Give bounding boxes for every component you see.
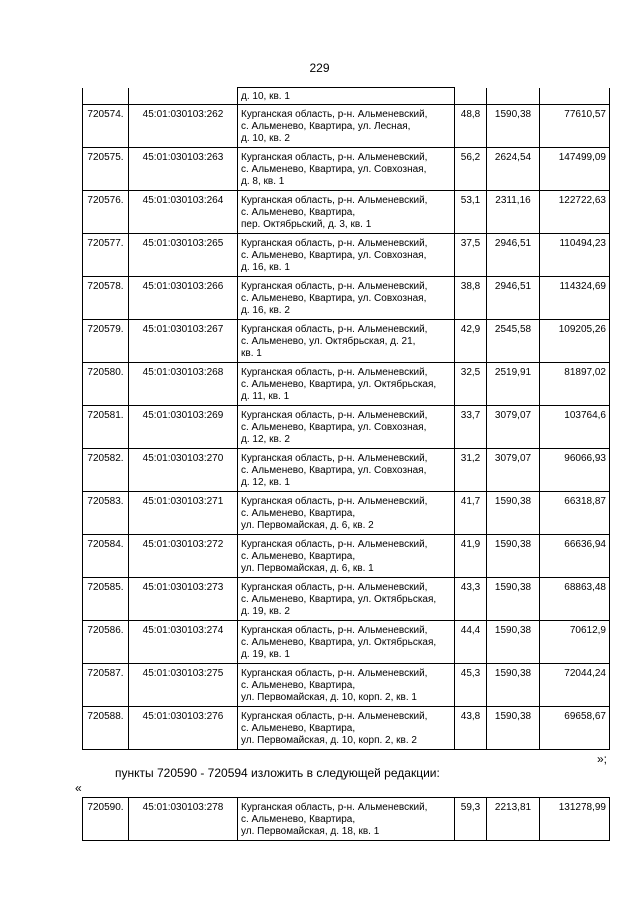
table-row bbox=[83, 191, 610, 234]
cell-cadastral: 45:01:030103:272 bbox=[129, 535, 238, 578]
cell-num: 720588. bbox=[83, 707, 129, 750]
cell-address bbox=[238, 277, 455, 320]
address-line: Курганская область, р-н. Альменевский, bbox=[241, 668, 428, 679]
address-line: с. Альменево, Квартира, bbox=[241, 508, 356, 519]
address-line: с. Альменево, Квартира, ул. Октябрьская, bbox=[241, 594, 437, 605]
cell-address bbox=[238, 535, 455, 578]
cell-num: 720582. bbox=[83, 449, 129, 492]
cell-num: 720590. bbox=[83, 798, 129, 841]
address-line: с. Альменево, Квартира, ул. Октябрьская, bbox=[241, 637, 437, 648]
address-line: Курганская область, р-н. Альменевский, bbox=[241, 582, 428, 593]
cell-price: 1590,38 bbox=[487, 492, 540, 535]
cell-total: 70612,9 bbox=[540, 621, 610, 664]
cell-area: 41,7 bbox=[455, 492, 487, 535]
cell-num: 720587. bbox=[83, 664, 129, 707]
cell-area: 43,3 bbox=[455, 578, 487, 621]
address-line: с. Альменево, Квартира, ул. Совхозная, bbox=[241, 164, 427, 175]
cell-cadastral bbox=[129, 88, 238, 105]
cell-address bbox=[238, 320, 455, 363]
cell-area: 44,4 bbox=[455, 621, 487, 664]
amendment-instruction: пункты 720590 - 720594 изложить в следующей редакции: bbox=[115, 766, 440, 780]
cell-total: 114324,69 bbox=[540, 277, 610, 320]
cell-price: 1590,38 bbox=[487, 707, 540, 750]
cell-total: 109205,26 bbox=[540, 320, 610, 363]
cell-area: 42,9 bbox=[455, 320, 487, 363]
cell-address bbox=[238, 621, 455, 664]
cell-address bbox=[238, 578, 455, 621]
cell-total: 122722,63 bbox=[540, 191, 610, 234]
table-row bbox=[83, 234, 610, 277]
cell-total: 81897,02 bbox=[540, 363, 610, 406]
address-line: Курганская область, р-н. Альменевский, bbox=[241, 410, 428, 421]
cell-price: 2946,51 bbox=[487, 277, 540, 320]
cell-num: 720576. bbox=[83, 191, 129, 234]
continuation-row bbox=[83, 88, 610, 105]
cell-price: 1590,38 bbox=[487, 578, 540, 621]
table-row bbox=[83, 277, 610, 320]
cell-price: 1590,38 bbox=[487, 105, 540, 148]
address-line: ул. Первомайская, д. 10, корп. 2, кв. 1 bbox=[241, 692, 417, 703]
address-line: Курганская область, р-н. Альменевский, bbox=[241, 496, 428, 507]
address-line: с. Альменево, Квартира, ул. Лесная, bbox=[241, 121, 411, 132]
cell-address bbox=[238, 664, 455, 707]
cell-area: 33,7 bbox=[455, 406, 487, 449]
cell-num: 720584. bbox=[83, 535, 129, 578]
address-line: с. Альменево, Квартира, bbox=[241, 680, 356, 691]
cell-area bbox=[455, 88, 487, 105]
address-line: д. 19, кв. 2 bbox=[241, 606, 290, 617]
cell-address bbox=[238, 234, 455, 277]
cell-price: 2545,58 bbox=[487, 320, 540, 363]
cell-price bbox=[487, 88, 540, 105]
cell-cadastral: 45:01:030103:275 bbox=[129, 664, 238, 707]
cell-cadastral: 45:01:030103:271 bbox=[129, 492, 238, 535]
address-line: с. Альменево, Квартира, bbox=[241, 551, 356, 562]
cell-area: 37,5 bbox=[455, 234, 487, 277]
cell-address bbox=[238, 105, 455, 148]
page-number: 229 bbox=[309, 61, 330, 75]
cell-num bbox=[83, 88, 129, 105]
cell-num: 720575. bbox=[83, 148, 129, 191]
cell-price: 1590,38 bbox=[487, 535, 540, 578]
address-line: Курганская область, р-н. Альменевский, bbox=[241, 453, 428, 464]
cell-cadastral: 45:01:030103:268 bbox=[129, 363, 238, 406]
cell-price: 2519,91 bbox=[487, 363, 540, 406]
address-line: д. 16, кв. 2 bbox=[241, 305, 290, 316]
cell-num: 720580. bbox=[83, 363, 129, 406]
opening-quote: « bbox=[75, 781, 82, 795]
cell-address bbox=[238, 449, 455, 492]
table-row bbox=[83, 798, 610, 841]
amended-register-table bbox=[82, 797, 610, 841]
cell-total: 77610,57 bbox=[540, 105, 610, 148]
address-line: Курганская область, р-н. Альменевский, bbox=[241, 109, 428, 120]
cell-cadastral: 45:01:030103:276 bbox=[129, 707, 238, 750]
cell-price: 1590,38 bbox=[487, 664, 540, 707]
cell-num: 720574. bbox=[83, 105, 129, 148]
address-line: д. 19, кв. 1 bbox=[241, 649, 290, 660]
cell-price: 2624,54 bbox=[487, 148, 540, 191]
cell-area: 31,2 bbox=[455, 449, 487, 492]
cell-address bbox=[238, 148, 455, 191]
cell-num: 720583. bbox=[83, 492, 129, 535]
cell-total: 131278,99 bbox=[540, 798, 610, 841]
cell-num: 720579. bbox=[83, 320, 129, 363]
address-line: Курганская область, р-н. Альменевский, bbox=[241, 539, 428, 550]
cell-price: 2311,16 bbox=[487, 191, 540, 234]
cell-cadastral: 45:01:030103:273 bbox=[129, 578, 238, 621]
cell-address bbox=[238, 798, 455, 841]
address-line: с. Альменево, Квартира, bbox=[241, 814, 356, 825]
cell-num: 720586. bbox=[83, 621, 129, 664]
address-line: пер. Октябрьский, д. 3, кв. 1 bbox=[241, 219, 372, 230]
address-line: с. Альменево, ул. Октябрьская, д. 21, bbox=[241, 336, 416, 347]
table-row bbox=[83, 578, 610, 621]
cell-total: 96066,93 bbox=[540, 449, 610, 492]
table-row bbox=[83, 707, 610, 750]
cell-num: 720585. bbox=[83, 578, 129, 621]
cell-num: 720577. bbox=[83, 234, 129, 277]
cell-num: 720581. bbox=[83, 406, 129, 449]
cell-num: 720578. bbox=[83, 277, 129, 320]
cell-cadastral: 45:01:030103:263 bbox=[129, 148, 238, 191]
address-line: д. 12, кв. 2 bbox=[241, 434, 290, 445]
cell-address bbox=[238, 363, 455, 406]
cell-cadastral: 45:01:030103:264 bbox=[129, 191, 238, 234]
table-row bbox=[83, 320, 610, 363]
register-table bbox=[82, 87, 610, 750]
address-line: д. 8, кв. 1 bbox=[241, 176, 285, 187]
address-line: с. Альменево, Квартира, ул. Совхозная, bbox=[241, 465, 427, 476]
cell-price: 2213,81 bbox=[487, 798, 540, 841]
table-row bbox=[83, 621, 610, 664]
cell-total: 66636,94 bbox=[540, 535, 610, 578]
address-line: Курганская область, р-н. Альменевский, bbox=[241, 711, 428, 722]
cell-cadastral: 45:01:030103:266 bbox=[129, 277, 238, 320]
address-line: с. Альменево, Квартира, ул. Совхозная, bbox=[241, 422, 427, 433]
address-line: д. 10, кв. 2 bbox=[241, 133, 290, 144]
address-line: д. 11, кв. 1 bbox=[241, 391, 290, 402]
table-row bbox=[83, 664, 610, 707]
cell-price: 1590,38 bbox=[487, 621, 540, 664]
cell-total: 110494,23 bbox=[540, 234, 610, 277]
cell-address bbox=[238, 406, 455, 449]
cell-cadastral: 45:01:030103:269 bbox=[129, 406, 238, 449]
cell-address bbox=[238, 707, 455, 750]
address-line: д. 12, кв. 1 bbox=[241, 477, 290, 488]
address-line: ул. Первомайская, д. 6, кв. 2 bbox=[241, 520, 374, 531]
closing-quote: »; bbox=[597, 752, 608, 766]
cell-total: 72044,24 bbox=[540, 664, 610, 707]
cell-total: 68863,48 bbox=[540, 578, 610, 621]
address-line: ул. Первомайская, д. 6, кв. 1 bbox=[241, 563, 374, 574]
address-line: Курганская область, р-н. Альменевский, bbox=[241, 152, 428, 163]
cell-total: 103764,6 bbox=[540, 406, 610, 449]
cell-area: 43,8 bbox=[455, 707, 487, 750]
table-row bbox=[83, 148, 610, 191]
address-line: Курганская область, р-н. Альменевский, bbox=[241, 324, 428, 335]
address-line: с. Альменево, Квартира, ул. Октябрьская, bbox=[241, 379, 437, 390]
cell-area: 32,5 bbox=[455, 363, 487, 406]
address-line: кв. 1 bbox=[241, 348, 262, 359]
cell-address bbox=[238, 191, 455, 234]
cell-price: 3079,07 bbox=[487, 449, 540, 492]
cell-address bbox=[238, 492, 455, 535]
cell-cadastral: 45:01:030103:262 bbox=[129, 105, 238, 148]
address-line: Курганская область, р-н. Альменевский, bbox=[241, 195, 428, 206]
cell-address: д. 10, кв. 1 bbox=[238, 88, 455, 105]
cell-total: 147499,09 bbox=[540, 148, 610, 191]
cell-area: 59,3 bbox=[455, 798, 487, 841]
cell-cadastral: 45:01:030103:265 bbox=[129, 234, 238, 277]
cell-cadastral: 45:01:030103:274 bbox=[129, 621, 238, 664]
cell-total: 69658,67 bbox=[540, 707, 610, 750]
address-line: с. Альменево, Квартира, ул. Совхозная, bbox=[241, 293, 427, 304]
cell-cadastral: 45:01:030103:267 bbox=[129, 320, 238, 363]
address-line: Курганская область, р-н. Альменевский, bbox=[241, 281, 428, 292]
cell-area: 41,9 bbox=[455, 535, 487, 578]
address-line: Курганская область, р-н. Альменевский, bbox=[241, 367, 428, 378]
address-line: Курганская область, р-н. Альменевский, bbox=[241, 625, 428, 636]
cell-area: 45,3 bbox=[455, 664, 487, 707]
address-line: с. Альменево, Квартира, bbox=[241, 207, 356, 218]
address-line: ул. Первомайская, д. 18, кв. 1 bbox=[241, 826, 380, 837]
address-line: с. Альменево, Квартира, bbox=[241, 723, 356, 734]
cell-total: 66318,87 bbox=[540, 492, 610, 535]
cell-cadastral: 45:01:030103:270 bbox=[129, 449, 238, 492]
table-row bbox=[83, 406, 610, 449]
address-line: ул. Первомайская, д. 10, корп. 2, кв. 2 bbox=[241, 735, 417, 746]
cell-area: 38,8 bbox=[455, 277, 487, 320]
table-row bbox=[83, 535, 610, 578]
cell-price: 3079,07 bbox=[487, 406, 540, 449]
table-row bbox=[83, 105, 610, 148]
table-row bbox=[83, 449, 610, 492]
cell-total bbox=[540, 88, 610, 105]
cell-area: 48,8 bbox=[455, 105, 487, 148]
cell-area: 53,1 bbox=[455, 191, 487, 234]
address-line: Курганская область, р-н. Альменевский, bbox=[241, 238, 428, 249]
table-row bbox=[83, 492, 610, 535]
address-line: Курганская область, р-н. Альменевский, bbox=[241, 802, 428, 813]
cell-cadastral: 45:01:030103:278 bbox=[129, 798, 238, 841]
cell-price: 2946,51 bbox=[487, 234, 540, 277]
cell-area: 56,2 bbox=[455, 148, 487, 191]
address-line: д. 16, кв. 1 bbox=[241, 262, 290, 273]
table-row bbox=[83, 363, 610, 406]
address-line: с. Альменево, Квартира, ул. Совхозная, bbox=[241, 250, 427, 261]
